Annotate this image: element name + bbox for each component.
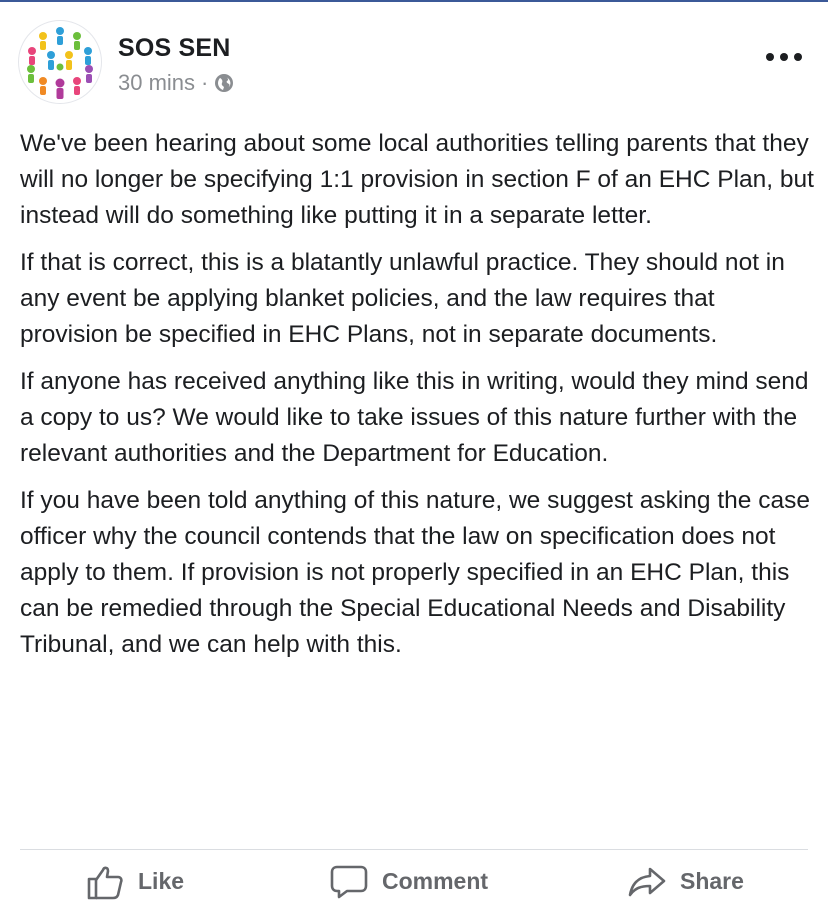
comment-label: Comment <box>382 868 489 894</box>
share-button[interactable] <box>628 851 744 912</box>
share-arrow-icon <box>628 864 666 900</box>
like-label: Like <box>138 868 185 894</box>
comment-button[interactable] <box>330 851 488 912</box>
more-dot <box>766 53 774 61</box>
post-paragraph: If that is correct, this is a blatantly unlawful practice. They should not in any event be applying blanket policies, and the law requires that provision be specified in EHC Plans, not in separate documents. <box>20 249 785 348</box>
post-paragraph: We've been hearing about some local authorities telling parents that they will no longer be specifying 1:1 provision in section F of an EHC Plan, but instead will do something like putting it in a separate letter. <box>20 130 814 229</box>
logo-people-ring <box>27 27 93 99</box>
post-time[interactable]: 30 mins <box>118 70 196 95</box>
page-name[interactable]: SOS SEN <box>118 34 231 62</box>
post-body <box>20 126 815 674</box>
thumbs-up-icon <box>86 864 124 900</box>
post-paragraph: If you have been told anything of this nature, we suggest asking the case officer why the council contends that the law on specification does not apply to them. If provision is not properly specified in an EHC Plan, this can be remedied through the Special Educational Needs and Disability Tribunal, and we can help with this. <box>20 487 810 658</box>
page-avatar[interactable] <box>18 20 102 104</box>
actions-divider <box>20 849 808 850</box>
globe-icon <box>214 73 234 93</box>
comment-bubble-icon <box>330 864 368 900</box>
like-button[interactable] <box>86 851 184 912</box>
post-meta <box>118 70 234 96</box>
more-dot <box>780 53 788 61</box>
more-options-icon[interactable] <box>766 50 802 64</box>
post-actions-bar <box>0 851 828 912</box>
share-label: Share <box>680 868 744 894</box>
more-dot <box>794 53 802 61</box>
post-header <box>18 20 810 110</box>
meta-separator: · <box>201 70 209 95</box>
top-border <box>0 0 828 2</box>
post-paragraph: If anyone has received anything like this in writing, would they mind send a copy to us? We would like to take issues of this nature further with the relevant authorities and the Department for Education. <box>20 368 809 467</box>
